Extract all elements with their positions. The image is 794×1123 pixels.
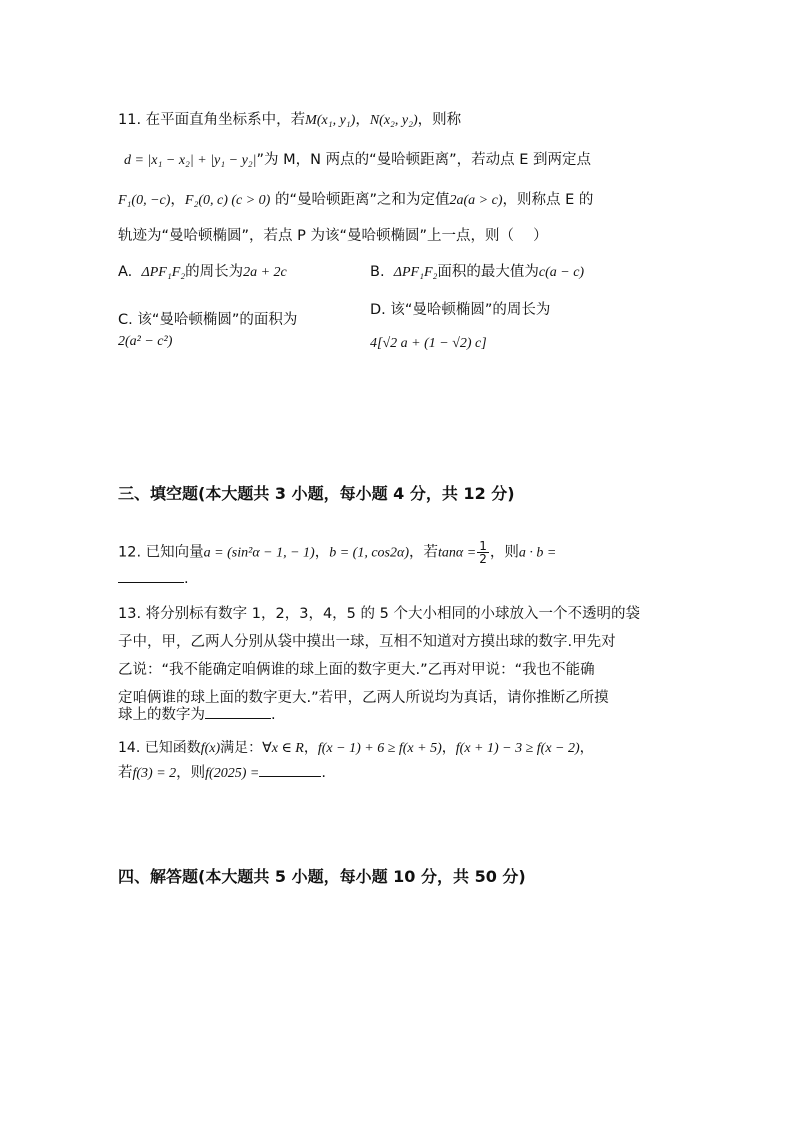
option-c-text: C. 该“曼哈顿椭圆”的面积为 (118, 312, 298, 328)
option-a-label: A. (118, 264, 133, 280)
q11-line-3 (118, 190, 593, 211)
period: . (271, 707, 276, 723)
f-of-2025: f(2025) = (205, 766, 260, 781)
separator: ， (579, 740, 594, 756)
q14-then: ，则 (176, 765, 206, 781)
q11-question: 轨迹为“曼哈顿椭圆”，若点 P 为该“曼哈顿椭圆”上一点，则（ ） (118, 228, 548, 244)
option-c (118, 310, 297, 352)
triangle-pf1f2: ΔPF₁F₂ (393, 265, 438, 280)
focus-f1: F₁(0, −c) (118, 193, 171, 208)
fraction-one-half (477, 540, 489, 565)
q13-line-3: 乙说：“我不能确定咱俩谁的球上面的数字更大.”乙再对甲说：“我也不能确 (118, 662, 595, 678)
q14-intro: 14. 已知函数 (118, 740, 201, 756)
separator: ， (170, 192, 185, 208)
inequality-1: f(x − 1) + 6 ≥ f(x + 5) (317, 741, 442, 756)
q11-line-2 (124, 150, 591, 171)
q12-intro: 12. 已知向量 (118, 544, 204, 561)
section-4-heading: 四、解答题(本大题共 5 小题，每小题 10 分，共 50 分) (118, 867, 526, 886)
option-a (118, 262, 287, 283)
q14-condition: 满足：∀ (220, 740, 272, 756)
dot-product: a · b = (518, 545, 557, 561)
option-b (370, 262, 584, 283)
section-3-heading: 三、填空题(本大题共 3 小题，每小题 4 分，共 12 分) (118, 484, 515, 503)
q14-if: 若 (118, 765, 133, 781)
tan-alpha: tanα = (438, 545, 477, 561)
q13-line-2: 子中，甲，乙两人分别从袋中摸出一球，互相不知道对方摸出球的数字.甲先对 (118, 634, 616, 650)
option-d-text: D. 该“曼哈顿椭圆”的周长为 (370, 302, 551, 318)
option-c-value: 2(a² − c²) (118, 334, 173, 349)
q12-line-1 (118, 540, 556, 565)
option-b-text: 面积的最大值为 (437, 264, 539, 280)
q12-if: ，若 (409, 544, 439, 561)
fraction-numerator: 1 (479, 539, 487, 553)
triangle-pf1f2: ΔPF₁F₂ (141, 265, 186, 280)
separator: ， (355, 112, 370, 128)
option-a-text: 的周长为 (185, 264, 244, 280)
q13-line-5 (118, 704, 276, 725)
point-n: N(x₂, y₂) (369, 113, 418, 128)
answer-blank-q13[interactable] (205, 704, 271, 719)
option-a-value: 2a + 2c (243, 265, 287, 280)
focus-f2: F₂(0, c) (c > 0) (184, 193, 271, 208)
answer-blank-q14[interactable] (259, 762, 321, 777)
function-fx: f(x) (200, 741, 221, 756)
point-m: M(x₁, y₁) (305, 113, 356, 128)
q12-then: ，则 (489, 544, 519, 561)
q14-line-2 (118, 762, 326, 784)
vector-b: b = (1, cos2α) (329, 545, 410, 561)
q11-line-1 (118, 110, 461, 131)
period: . (321, 765, 326, 781)
separator: ， (441, 740, 456, 756)
q11-intro-end: ，则称 (417, 112, 462, 128)
vector-a: a = (sin²α − 1, − 1) (203, 545, 315, 561)
constant-2a: 2a(a > c) (449, 193, 503, 208)
answer-blank-q12[interactable] (118, 568, 184, 583)
q13-answer-prompt: 球上的数字为 (118, 707, 205, 723)
q13-line-1: 13. 将分别标有数字 1，2，3，4，5 的 5 个大小相同的小球放入一个不透明的袋 (118, 606, 640, 622)
q11-definition: ”为 M，N 两点的“曼哈顿距离”，若动点 E 到两定点 (256, 152, 592, 168)
f-of-3: f(3) = 2 (132, 766, 177, 781)
option-d (370, 300, 550, 354)
q11-line3-end: ，则称点 E 的 (502, 192, 594, 208)
separator: ， (303, 740, 318, 756)
period: . (184, 571, 189, 587)
manhattan-distance-formula: d = |x₁ − x₂| + |y₁ − y₂| (124, 153, 257, 168)
q11-sum-text: 的“曼哈顿距离”之和为定值 (270, 192, 450, 208)
fraction-denominator: 2 (479, 552, 487, 566)
q11-intro: 11. 在平面直角坐标系中，若 (118, 112, 306, 128)
q13-line-4: 定咱俩谁的球上面的数字更大.”若甲，乙两人所说均为真话，请你推断乙所摸 (118, 690, 609, 706)
q12-line-2 (118, 568, 189, 589)
inequality-2: f(x + 1) − 3 ≥ f(x − 2) (455, 741, 580, 756)
q11-line-4 (118, 226, 548, 246)
x-in-r: x ∈ R (271, 741, 304, 756)
option-b-value: c(a − c) (538, 265, 585, 280)
separator: ， (314, 544, 330, 561)
option-b-label: B. (370, 264, 385, 280)
q14-line-1 (118, 738, 594, 759)
option-d-value: 4[√2 a + (1 − √2) c] (370, 336, 487, 351)
